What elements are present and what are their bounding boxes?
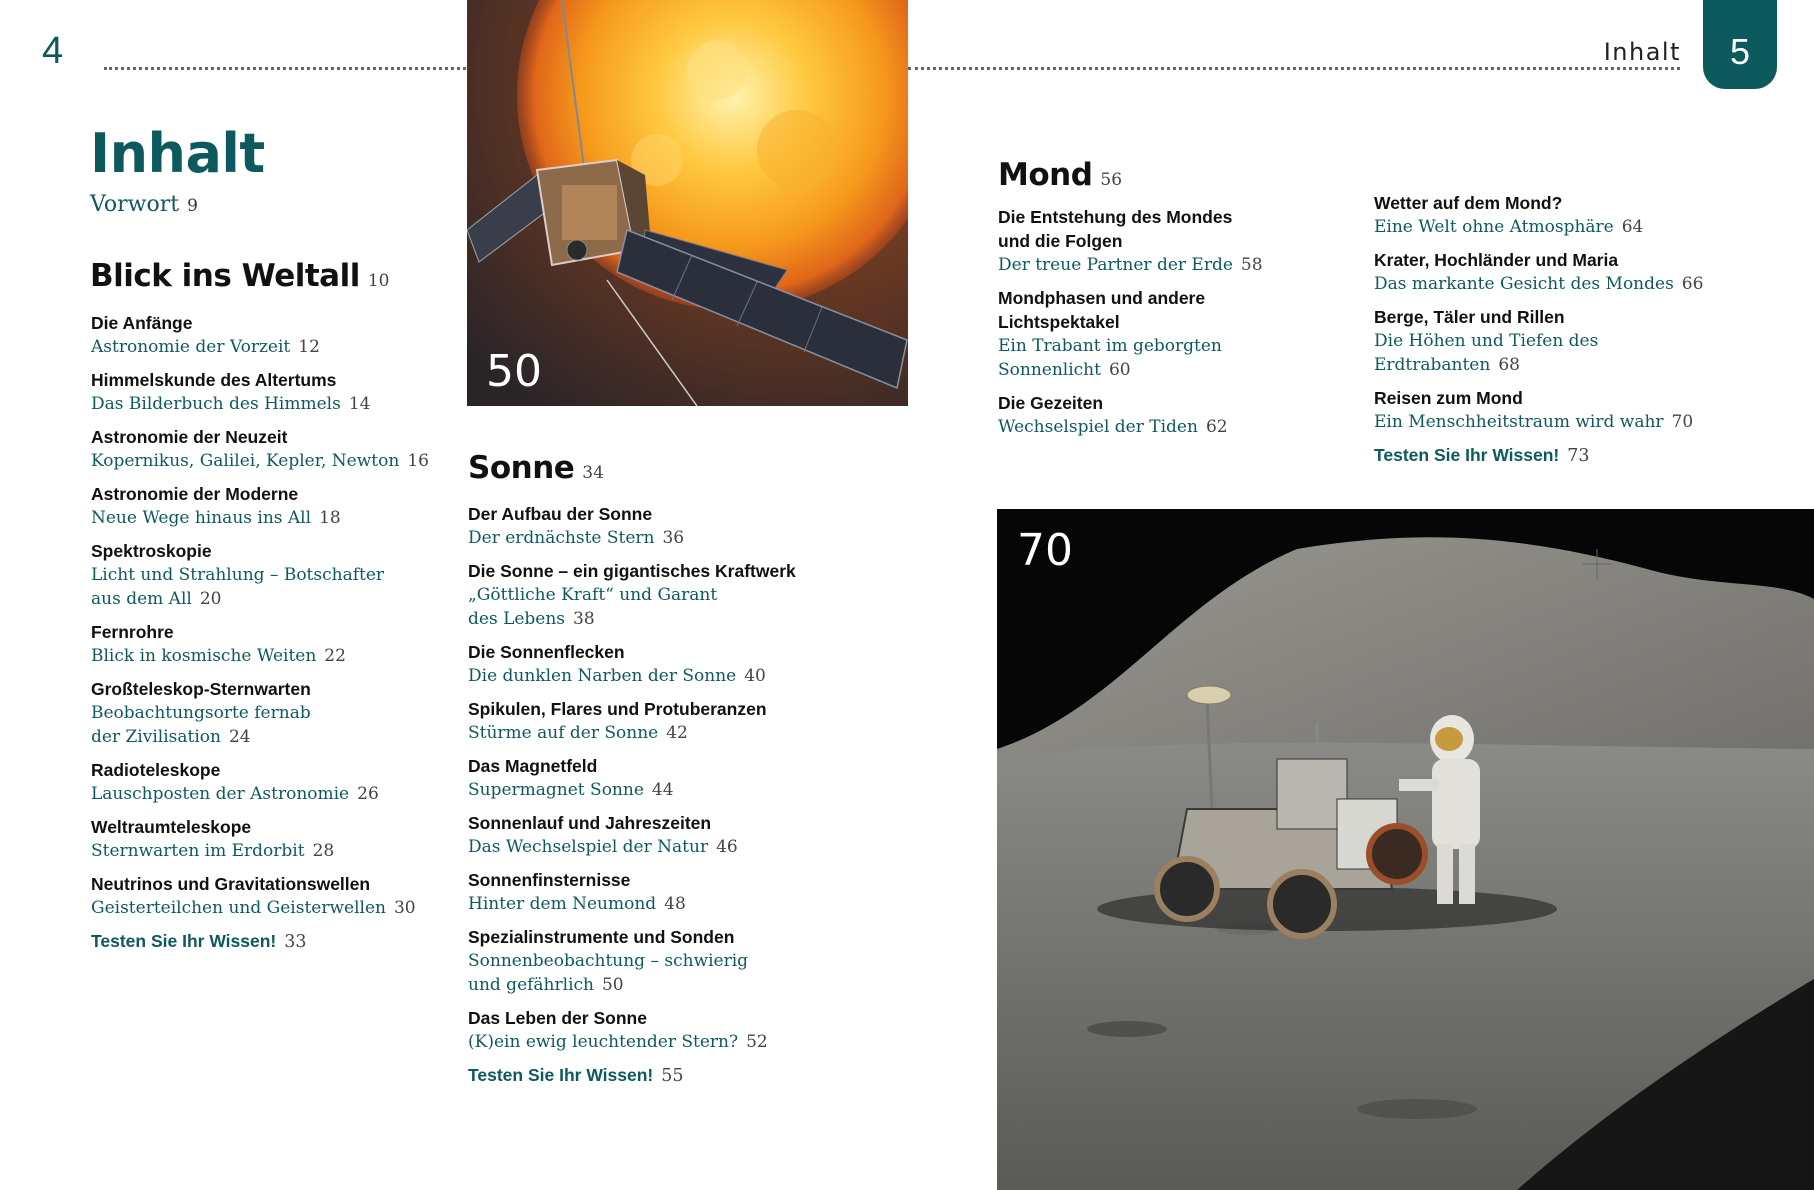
toc-entry-heading: Astronomie der Moderne (91, 484, 299, 504)
toc-entry-page: 26 (357, 784, 379, 804)
toc-entry-subtitle: Geisterteilchen und Geisterwellen 30 (91, 898, 416, 918)
toc-entry-subtitle: Der treue Partner der Erde 58 (998, 255, 1263, 275)
toc-entry-page: 40 (744, 666, 766, 686)
toc-entry-subtitle: des Lebens 38 (468, 609, 595, 629)
running-head: Inhalt (1603, 38, 1681, 66)
toc-entry-subtitle: Sonnenlicht 60 (998, 360, 1131, 380)
toc-entry-subtitle: Das Wechselspiel der Natur 46 (468, 837, 738, 857)
toc-entry-heading: Lichtspektakel (998, 312, 1120, 332)
toc-entry-subtitle: der Zivilisation 24 (91, 727, 251, 747)
toc-entry[interactable] (91, 482, 451, 530)
toc-list-sonne (468, 502, 868, 1088)
vorwort-page: 9 (187, 196, 198, 216)
toc-entry-subtitle: Blick in kosmische Weiten 22 (91, 646, 346, 666)
toc-entry-heading: Radioteleskope (91, 760, 221, 780)
toc-entry-page: 28 (312, 841, 335, 861)
toc-entry-vorwort[interactable] (90, 192, 198, 217)
toc-entry-page: 22 (324, 646, 346, 666)
section-title-blick[interactable] (90, 258, 389, 294)
header-rule-left (104, 67, 466, 70)
toc-entry-page: 42 (666, 723, 688, 743)
toc-entry-heading: Sonnenlauf und Jahreszeiten (468, 813, 712, 833)
toc-entry-page: 62 (1205, 417, 1228, 437)
toc-entry-subtitle: Sonnenbeobachtung – schwierig (468, 951, 749, 971)
test-your-knowledge-link[interactable]: Testen Sie Ihr Wissen! 55 (468, 1065, 684, 1086)
toc-entry-heading: Himmelskunde des Altertums (91, 370, 337, 390)
moon-rover-illustration (997, 509, 1814, 1190)
toc-entry-heading: Spektroskopie (91, 541, 212, 561)
toc-entry[interactable] (91, 872, 451, 920)
toc-entry-page: 68 (1498, 355, 1520, 375)
toc-entry-subtitle: Die dunklen Narben der Sonne 40 (468, 666, 766, 686)
toc-list-blick (91, 311, 451, 954)
toc-entry-heading: Astronomie der Neuzeit (91, 427, 288, 447)
toc-entry-heading: Die Anfänge (91, 313, 193, 333)
toc-entry-subtitle: Erdtrabanten 68 (1374, 355, 1520, 375)
toc-entry-page: 18 (319, 508, 341, 528)
toc-entry-page: 14 (348, 394, 371, 414)
toc-entry[interactable] (998, 286, 1338, 382)
toc-entry[interactable] (91, 620, 451, 668)
toc-entry-page: 66 (1681, 274, 1704, 294)
toc-entry-heading: Die Sonne – ein gigantisches Kraftwerk (468, 561, 796, 581)
toc-entry-page: 36 (662, 528, 685, 548)
toc-entry-subtitle: Kopernikus, Galilei, Kepler, Newton 16 (91, 451, 429, 471)
toc-entry-heading: Berge, Täler und Rillen (1374, 307, 1565, 327)
toc-entry-heading: Neutrinos und Gravitationswellen (91, 874, 371, 894)
page-title: Inhalt (90, 122, 265, 185)
toc-entry[interactable] (1374, 191, 1794, 239)
section-blick-label: Blick ins Weltall (90, 258, 360, 294)
section-sonne-label: Sonne (468, 450, 575, 486)
toc-entry-heading: Fernrohre (91, 622, 174, 642)
toc-entry[interactable] (998, 205, 1338, 277)
toc-entry[interactable] (468, 640, 868, 688)
toc-entry-subtitle: Ein Menschheitstraum wird wahr 70 (1374, 412, 1694, 432)
toc-entry[interactable] (91, 425, 451, 473)
moon-rover-image (997, 509, 1814, 1190)
toc-entry-heading: Der Aufbau der Sonne (468, 504, 653, 524)
toc-entry[interactable] (1374, 386, 1794, 434)
test-page: 55 (661, 1066, 684, 1086)
toc-entry[interactable] (1374, 248, 1794, 296)
toc-entry[interactable] (468, 559, 868, 631)
page-number-tab (1703, 0, 1777, 89)
vorwort-label: Vorwort (90, 192, 180, 217)
test-your-knowledge-link[interactable]: Testen Sie Ihr Wissen! 73 (1374, 445, 1590, 466)
section-title-sonne[interactable] (468, 450, 604, 486)
toc-entry[interactable] (468, 697, 868, 745)
toc-entry-subtitle: Wechselspiel der Tiden 62 (998, 417, 1228, 437)
toc-entry-page: 30 (393, 898, 416, 918)
toc-entry-page: 64 (1621, 217, 1644, 237)
header-rule-right (908, 67, 1680, 70)
toc-entry-page: 52 (746, 1032, 768, 1052)
toc-entry[interactable] (468, 754, 868, 802)
toc-entry-heading: und die Folgen (998, 231, 1123, 251)
toc-entry-heading: Spezialinstrumente und Sonden (468, 927, 735, 947)
image-label-sun: 50 (486, 346, 542, 397)
toc-entry-subtitle: Das markante Gesicht des Mondes 66 (1374, 274, 1704, 294)
toc-entry[interactable] (91, 311, 451, 359)
section-title-mond[interactable] (998, 157, 1122, 193)
toc-entry-subtitle: „Göttliche Kraft“ und Garant (468, 585, 718, 605)
section-mond-label: Mond (998, 157, 1093, 193)
toc-entry-page: 38 (573, 609, 595, 629)
toc-entry-heading: Das Magnetfeld (468, 756, 598, 776)
test-your-knowledge-link[interactable]: Testen Sie Ihr Wissen! 33 (91, 931, 307, 952)
toc-entry-subtitle: Der erdnächste Stern 36 (468, 528, 685, 548)
toc-entry[interactable] (91, 368, 451, 416)
toc-entry-subtitle: Die Höhen und Tiefen des (1374, 331, 1599, 351)
toc-entry-subtitle: Hinter dem Neumond 48 (468, 894, 686, 914)
toc-entry-subtitle: Stürme auf der Sonne 42 (468, 723, 688, 743)
toc-entry[interactable] (1374, 305, 1794, 377)
toc-entry-subtitle: Sternwarten im Erdorbit 28 (91, 841, 335, 861)
toc-entry-heading: Mondphasen und andere (998, 288, 1206, 308)
toc-entry-subtitle: Eine Welt ohne Atmosphäre 64 (1374, 217, 1644, 237)
toc-entry-page: 44 (651, 780, 674, 800)
toc-entry-page: 60 (1108, 360, 1131, 380)
toc-entry[interactable] (91, 815, 451, 863)
toc-entry-subtitle: Licht und Strahlung – Botschafter (91, 565, 385, 585)
toc-entry-page: 50 (601, 975, 624, 995)
toc-entry-subtitle: aus dem All 20 (91, 589, 222, 609)
toc-entry[interactable] (468, 1006, 868, 1054)
toc-entry-page: 12 (298, 337, 320, 357)
toc-entry-page: 20 (199, 589, 222, 609)
toc-entry-heading: Krater, Hochländer und Maria (1374, 250, 1619, 270)
image-label-moon: 70 (1017, 525, 1073, 576)
toc-entry-subtitle: Supermagnet Sonne 44 (468, 780, 674, 800)
toc-entry-heading: Weltraumteleskope (91, 817, 252, 837)
toc-entry-page: 16 (407, 451, 429, 471)
toc-entry-heading: Die Sonnenflecken (468, 642, 625, 662)
toc-entry-subtitle: Ein Trabant im geborgten (998, 336, 1222, 356)
sun-probe-image (467, 0, 908, 406)
toc-entry-subtitle: Neue Wege hinaus ins All 18 (91, 508, 341, 528)
toc-entry-subtitle: (K)ein ewig leuchtender Stern? 52 (468, 1032, 768, 1052)
toc-entry-heading: Reisen zum Mond (1374, 388, 1523, 408)
toc-entry-page: 70 (1671, 412, 1694, 432)
section-sonne-page: 34 (582, 463, 604, 483)
toc-entry[interactable] (468, 868, 868, 916)
toc-entry-heading: Spikulen, Flares und Protuberanzen (468, 699, 767, 719)
toc-entry-subtitle: Lauschposten der Astronomie 26 (91, 784, 379, 804)
toc-entry-subtitle: Astronomie der Vorzeit 12 (91, 337, 320, 357)
toc-entry[interactable] (998, 391, 1338, 439)
toc-entry-heading: Sonnenfinsternisse (468, 870, 631, 890)
toc-entry[interactable] (468, 811, 868, 859)
toc-entry-subtitle: Das Bilderbuch des Himmels 14 (91, 394, 371, 414)
toc-entry-heading: Das Leben der Sonne (468, 1008, 647, 1028)
toc-entry-page: 58 (1240, 255, 1263, 275)
toc-entry-heading: Wetter auf dem Mond? (1374, 193, 1563, 213)
toc-entry-heading: Großteleskop-Sternwarten (91, 679, 311, 699)
test-page: 73 (1567, 446, 1590, 466)
toc-list-mond-right (1374, 191, 1794, 468)
toc-entry[interactable] (468, 502, 868, 550)
toc-list-mond-left (998, 205, 1338, 448)
section-blick-page: 10 (367, 271, 390, 291)
toc-entry-heading: Die Gezeiten (998, 393, 1104, 413)
page-number-left: 4 (42, 30, 64, 72)
toc-entry[interactable] (468, 925, 868, 997)
toc-entry[interactable] (91, 677, 451, 749)
page-number-right: 5 (1729, 31, 1751, 72)
toc-entry-page: 24 (228, 727, 251, 747)
toc-entry-subtitle: und gefährlich 50 (468, 975, 624, 995)
toc-entry-heading: Die Entstehung des Mondes (998, 207, 1233, 227)
toc-entry[interactable] (91, 539, 451, 611)
toc-entry-subtitle: Beobachtungsorte fernab (91, 703, 311, 723)
toc-entry-page: 48 (664, 894, 686, 914)
toc-entry[interactable] (91, 758, 451, 806)
toc-entry-page: 46 (716, 837, 738, 857)
test-page: 33 (284, 932, 307, 952)
section-mond-page: 56 (1100, 170, 1123, 190)
